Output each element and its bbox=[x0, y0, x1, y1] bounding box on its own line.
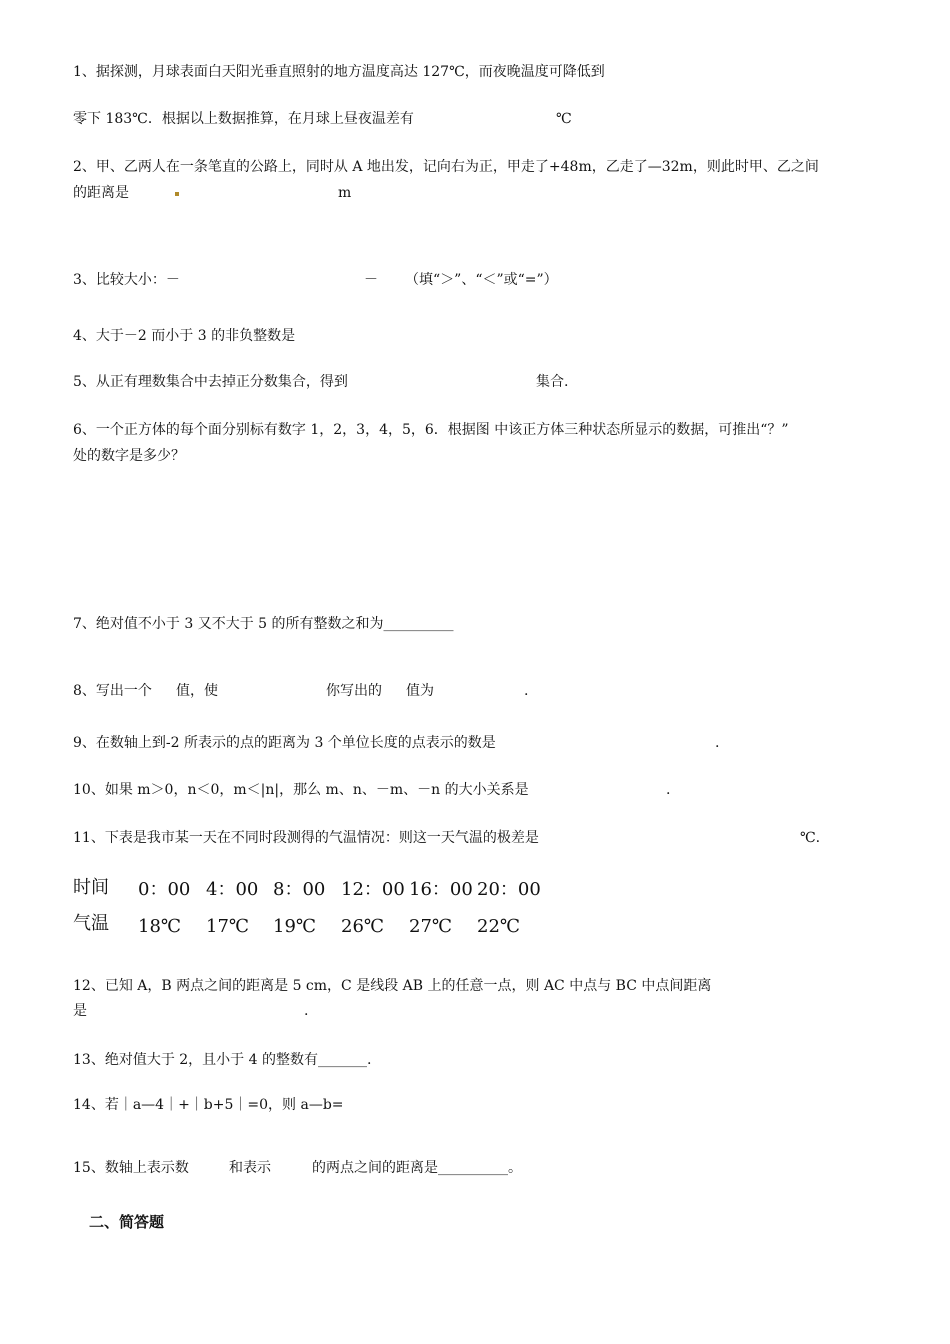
q12-line1: 12、已知 A，B 两点之间的距离是 5 cm，C 是线段 AB 上的任意一点，则 AC 中点与 BC 中点间距离 bbox=[73, 978, 712, 994]
q11-tail: ℃. bbox=[800, 830, 821, 846]
q11-text: 11、下表是我市某一天在不同时段测得的气温情况：则这一天气温的极差是 bbox=[73, 830, 539, 846]
table-cell: 16：00 bbox=[409, 879, 473, 900]
q5-tail: 集合. bbox=[536, 374, 569, 390]
q1-unit: ℃ bbox=[556, 111, 572, 127]
table-cell: 20：00 bbox=[477, 879, 541, 900]
q6-line1: 6、一个正方体的每个面分别标有数字 1，2，3，4，5，6．根据图 中该正方体三种状态所显示的数据，可推出“？” bbox=[73, 422, 789, 438]
q2-unit: m bbox=[338, 185, 352, 201]
q8-part4: 值为 bbox=[406, 683, 434, 699]
q9-text: 9、在数轴上到-2 所表示的点的距离为 3 个单位长度的点表示的数是 bbox=[73, 735, 496, 751]
q2-line1: 2、甲、乙两人在一条笔直的公路上，同时从 A 地出发，记向右为正，甲走了+48m，乙走了—32m，则此时甲、乙之间 bbox=[73, 159, 819, 175]
table-cell: 4：00 bbox=[206, 879, 259, 900]
q8-tail: . bbox=[524, 683, 529, 699]
q8-part3: 你写出的 bbox=[326, 683, 382, 699]
q7-text: 7、绝对值不小于 3 又不大于 5 的所有整数之和为__________ bbox=[73, 616, 454, 632]
q1-line2: 零下 183℃．根据以上数据推算，在月球上昼夜温差有 bbox=[73, 111, 414, 127]
section-title: 二、简答题 bbox=[89, 1213, 165, 1231]
q2-line2: 的距离是 bbox=[73, 185, 129, 201]
q14-text: 14、若｜a—4｜+｜b+5｜=0，则 a—b= bbox=[73, 1097, 344, 1113]
table-cell: 27℃ bbox=[409, 916, 453, 937]
q1-line1: 1、据探测，月球表面白天阳光垂直照射的地方温度高达 127℃，而夜晚温度可降低到 bbox=[73, 64, 605, 80]
table-row-temp-label: 气温 bbox=[73, 913, 109, 934]
table-cell: 8：00 bbox=[273, 879, 326, 900]
table-cell: 17℃ bbox=[206, 916, 250, 937]
q10-tail: . bbox=[666, 782, 671, 798]
table-cell: 26℃ bbox=[341, 916, 385, 937]
image-placeholder-mark bbox=[175, 192, 179, 196]
q15-part3: 的两点之间的距离是__________。 bbox=[312, 1160, 522, 1176]
table-cell: 19℃ bbox=[273, 916, 317, 937]
q4-text: 4、大于－2 而小于 3 的非负整数是 bbox=[73, 328, 296, 344]
q12-tail: . bbox=[304, 1003, 309, 1019]
q3-mid: － bbox=[364, 272, 378, 288]
q8-part1: 8、写出一个 bbox=[73, 683, 152, 699]
q15-part2: 和表示 bbox=[229, 1160, 271, 1176]
table-cell: 18℃ bbox=[138, 916, 182, 937]
q6-line2: 处的数字是多少？ bbox=[73, 448, 185, 464]
q12-line2: 是 bbox=[73, 1003, 87, 1019]
q5-text: 5、从正有理数集合中去掉正分数集合，得到 bbox=[73, 374, 348, 390]
q13-text: 13、绝对值大于 2，且小于 4 的整数有_______. bbox=[73, 1052, 372, 1068]
q15-part1: 15、数轴上表示数 bbox=[73, 1160, 189, 1176]
q3-text: 3、比较大小：－ bbox=[73, 272, 180, 288]
table-cell: 0：00 bbox=[138, 879, 191, 900]
q9-tail: . bbox=[715, 735, 720, 751]
table-row-time-label: 时间 bbox=[73, 877, 109, 898]
table-cell: 12：00 bbox=[341, 879, 405, 900]
q3-hint: （填“＞”、“＜”或“=”） bbox=[405, 272, 558, 288]
q8-part2: 值，使 bbox=[176, 683, 218, 699]
table-cell: 22℃ bbox=[477, 916, 521, 937]
q10-text: 10、如果 m＞0，n＜0，m＜|n|，那么 m、n、－m、－n 的大小关系是 bbox=[73, 782, 529, 798]
